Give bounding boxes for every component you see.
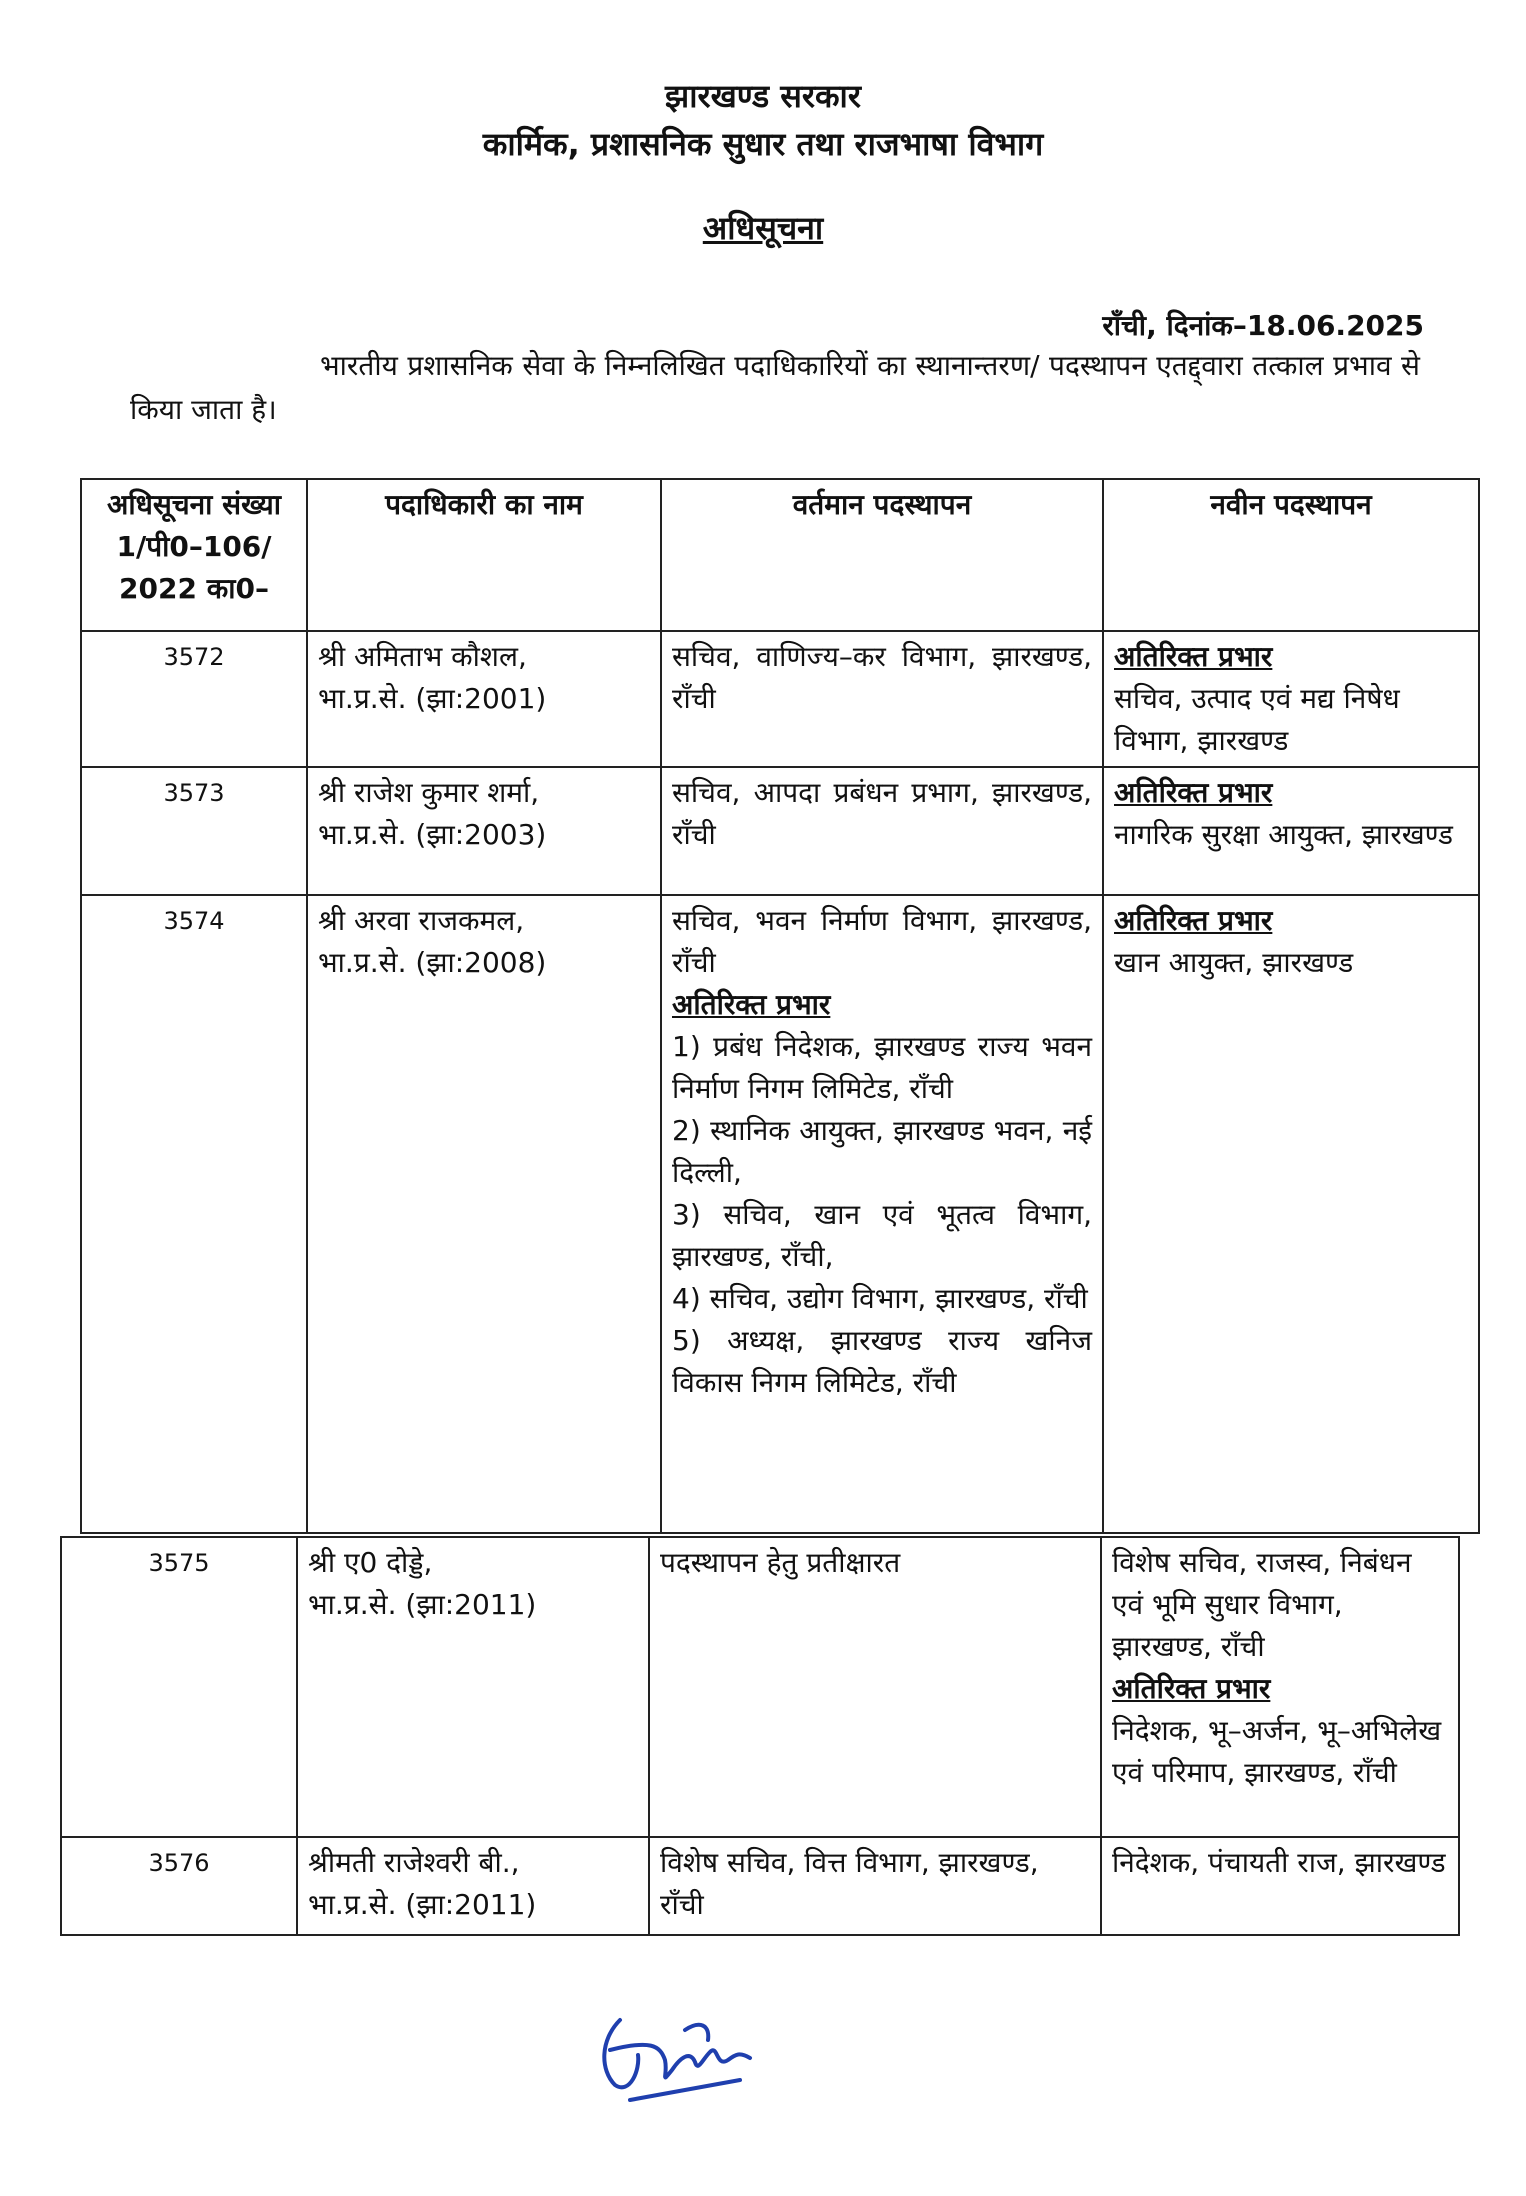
officer-cell xyxy=(297,1537,649,1837)
new-posting-cell xyxy=(1103,895,1479,1533)
additional-charge-label: अतिरिक्त प्रभार xyxy=(1112,1672,1271,1705)
notification-title xyxy=(0,206,1526,249)
officer-cell xyxy=(307,895,661,1533)
current-posting-cell xyxy=(661,895,1103,1533)
notification-number: 3572 xyxy=(81,631,307,767)
government-heading: झारखण्ड सरकार xyxy=(665,77,861,115)
new-posting: निदेशक, पंचायती राज, झारखण्ड xyxy=(1101,1837,1459,1935)
notification-number: 3574 xyxy=(81,895,307,1533)
notification-number: 3575 xyxy=(61,1537,297,1837)
officer-name: श्री अमिताभ कौशल, xyxy=(318,640,527,673)
new-posting-cell xyxy=(1101,1537,1459,1837)
additional-charge-item: 4) सचिव, उद्योग विभाग, झारखण्ड, राँची xyxy=(672,1282,1088,1315)
officer-name: श्री ए0 दोड्डे, xyxy=(308,1546,433,1579)
new-posting-cell xyxy=(1103,767,1479,895)
table-row xyxy=(61,1837,1459,1935)
handwritten-signature-icon xyxy=(590,2000,760,2110)
additional-charge-item: 2) स्थानिक आयुक्त, झारखण्ड भवन, नई दिल्ली, xyxy=(672,1114,1092,1189)
notification-number: 3573 xyxy=(81,767,307,895)
notification-number: 3576 xyxy=(61,1837,297,1935)
current-posting: सचिव, आपदा प्रबंधन प्रभाग, झारखण्ड, राँची xyxy=(661,767,1103,895)
officer-cell xyxy=(297,1837,649,1935)
officer-service: भा.प्र.से. (झा:2011) xyxy=(308,1588,537,1621)
new-posting: विशेष सचिव, राजस्व, निबंधन एवं भूमि सुधार विभाग, झारखण्ड, राँची xyxy=(1112,1546,1412,1663)
officer-name: श्री राजेश कुमार शर्मा, xyxy=(318,776,540,809)
current-posting: सचिव, वाणिज्य–कर विभाग, झारखण्ड, राँची xyxy=(661,631,1103,767)
new-posting: नागरिक सुरक्षा आयुक्त, झारखण्ड xyxy=(1114,818,1453,851)
new-posting-cell xyxy=(1103,631,1479,767)
additional-charge-item: 3) सचिव, खान एवं भूतत्व विभाग, झारखण्ड, राँची, xyxy=(672,1198,1092,1273)
officer-name: श्री अरवा राजकमल, xyxy=(318,904,525,937)
additional-charge-label: अतिरिक्त प्रभार xyxy=(1114,776,1273,809)
table-row xyxy=(61,1537,1459,1837)
new-additional-posting: निदेशक, भू–अर्जन, भू–अभिलेख एवं परिमाप, झारखण्ड, राँची xyxy=(1112,1714,1442,1789)
transfer-table xyxy=(80,478,1480,1534)
current-posting: पदस्थापन हेतु प्रतीक्षारत xyxy=(649,1537,1101,1837)
officer-service: भा.प्र.से. (झा:2008) xyxy=(318,946,547,979)
officer-service: भा.प्र.से. (झा:2003) xyxy=(318,818,547,851)
new-posting: खान आयुक्त, झारखण्ड xyxy=(1114,946,1354,979)
officer-cell xyxy=(307,767,661,895)
place-date: राँची, दिनांक–18.06.2025 xyxy=(1102,309,1424,342)
new-posting: सचिव, उत्पाद एवं मद्य निषेध विभाग, झारखण्ड xyxy=(1114,682,1400,757)
intro-paragraph: भारतीय प्रशासनिक सेवा के निम्नलिखित पदाधिकारियों का स्थानान्तरण/ पदस्थापन एतद्द्वारा तत्काल प्रभाव से किया जाता है। xyxy=(130,349,1420,426)
notification-title-text: अधिसूचना xyxy=(702,209,824,247)
officer-service: भा.प्र.से. (झा:2011) xyxy=(308,1888,537,1921)
officer-cell xyxy=(307,631,661,767)
table-row xyxy=(81,895,1479,1533)
additional-charge-label: अतिरिक्त प्रभार xyxy=(672,988,831,1021)
additional-charge-label: अतिरिक्त प्रभार xyxy=(1114,904,1273,937)
column-header: अधिसूचना संख्या 1/पी0–106/ 2022 का0– xyxy=(81,479,307,631)
current-posting: सचिव, भवन निर्माण विभाग, झारखण्ड, राँची xyxy=(672,904,1092,979)
table-row xyxy=(81,631,1479,767)
column-header: पदाधिकारी का नाम xyxy=(307,479,661,631)
additional-charge-item: 1) प्रबंध निदेशक, झारखण्ड राज्य भवन निर्माण निगम लिमिटेड, राँची xyxy=(672,1030,1092,1105)
column-header: वर्तमान पदस्थापन xyxy=(661,479,1103,631)
officer-service: भा.प्र.से. (झा:2001) xyxy=(318,682,547,715)
officer-name: श्रीमती राजेश्वरी बी., xyxy=(308,1846,520,1879)
current-posting: विशेष सचिव, वित्त विभाग, झारखण्ड, राँची xyxy=(649,1837,1101,1935)
table-row xyxy=(81,767,1479,895)
transfer-table-continued xyxy=(60,1536,1460,1936)
additional-charge-item: 5) अध्यक्ष, झारखण्ड राज्य खनिज विकास निगम लिमिटेड, राँची xyxy=(672,1324,1092,1399)
table-header-row xyxy=(81,479,1479,631)
department-heading: कार्मिक, प्रशासनिक सुधार तथा राजभाषा विभाग xyxy=(482,125,1044,163)
column-header: नवीन पदस्थापन xyxy=(1103,479,1479,631)
additional-charge-label: अतिरिक्त प्रभार xyxy=(1114,640,1273,673)
